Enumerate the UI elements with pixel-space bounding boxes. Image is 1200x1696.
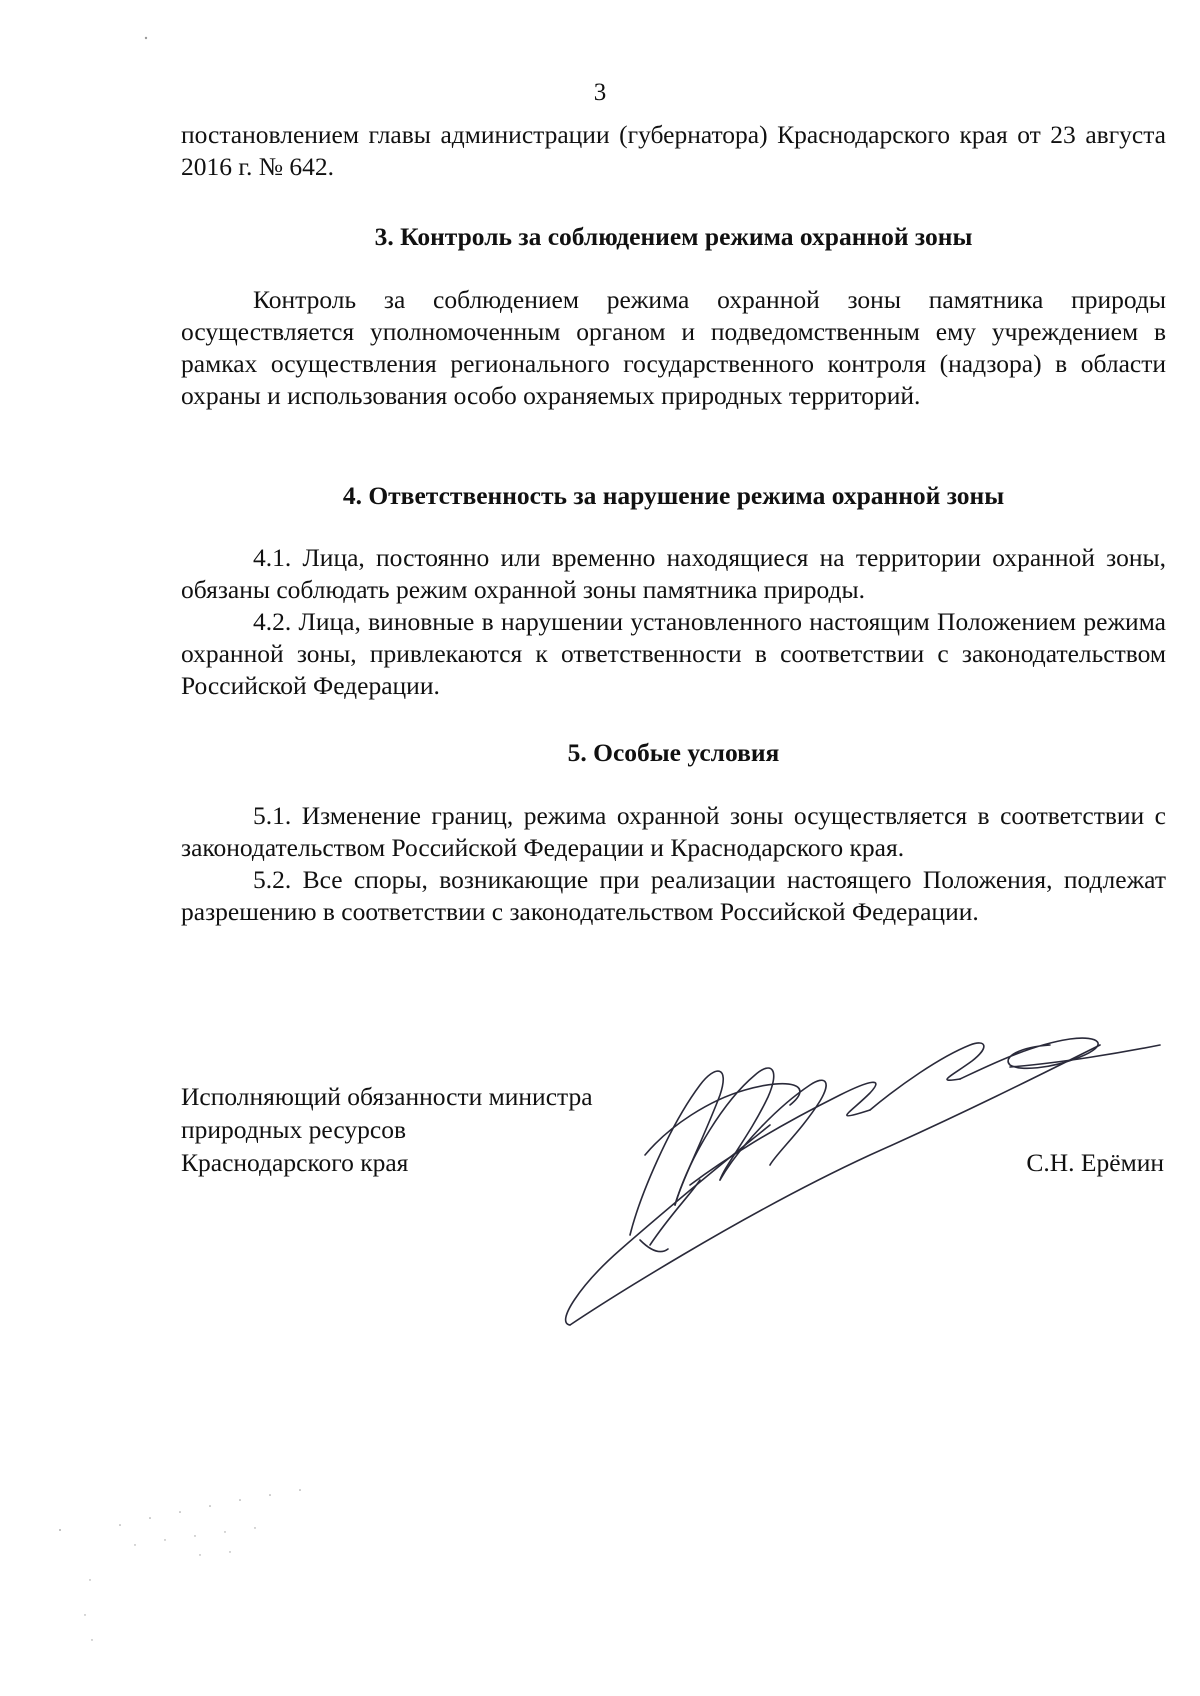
section-5-body — [181, 800, 1166, 928]
section-5-paragraph-2: 5.2. Все споры, возникающие при реализации настоящего Положения, подлежат разрешению в соответствии с законодательством Российской Федерации. — [181, 865, 1166, 926]
section-4-paragraph-2: 4.2. Лица, виновные в нарушении установленного настоящим Положением режима охранной зоны, привлекаются к ответственности в соответствии с законодательством Российской Федерации. — [181, 607, 1166, 700]
section-5-paragraph-1: 5.1. Изменение границ, режима охранной зоны осуществляется в соответствии с законодательством Российской Федерации и Краснодарского края. — [181, 801, 1166, 862]
section-4-heading: 4. Ответственность за нарушение режима охранной зоны — [342, 481, 1005, 510]
signatory-title-line-2: природных ресурсов — [181, 1115, 406, 1144]
intro-paragraph — [181, 119, 1166, 183]
page-number: 3 — [593, 79, 607, 106]
signatory-title-line-3: Краснодарского края — [181, 1148, 409, 1177]
signatory-name: С.Н. Ерёмин — [1026, 1148, 1164, 1177]
section-5-heading: 5. Особые условия — [567, 738, 780, 767]
section-4-paragraph-1: 4.1. Лица, постоянно или временно находящиеся на территории охранной зоны, обязаны соблюдать режим охранной зоны памятника природы. — [181, 543, 1166, 604]
section-3-heading: 3. Контроль за соблюдением режима охранной зоны — [374, 222, 973, 251]
intro-text: постановлением главы администрации (губернатора) Краснодарского края от 23 августа 2016 г. № 642. — [181, 120, 1166, 181]
section-4-body — [181, 542, 1166, 702]
handwritten-signature — [540, 1005, 1180, 1335]
signatory-title — [181, 1080, 593, 1179]
section-3-paragraph: Контроль за соблюдением режима охранной зоны памятника природы осуществляется уполномоченным органом и подведомственным ему учреждением в рамках осуществления регионального государственного контроля (надзора) в области охраны и использования особо охраняемых природных территорий. — [181, 285, 1166, 410]
section-3-body — [181, 284, 1166, 412]
signatory-title-line-1: Исполняющий обязанности министра — [181, 1082, 593, 1111]
